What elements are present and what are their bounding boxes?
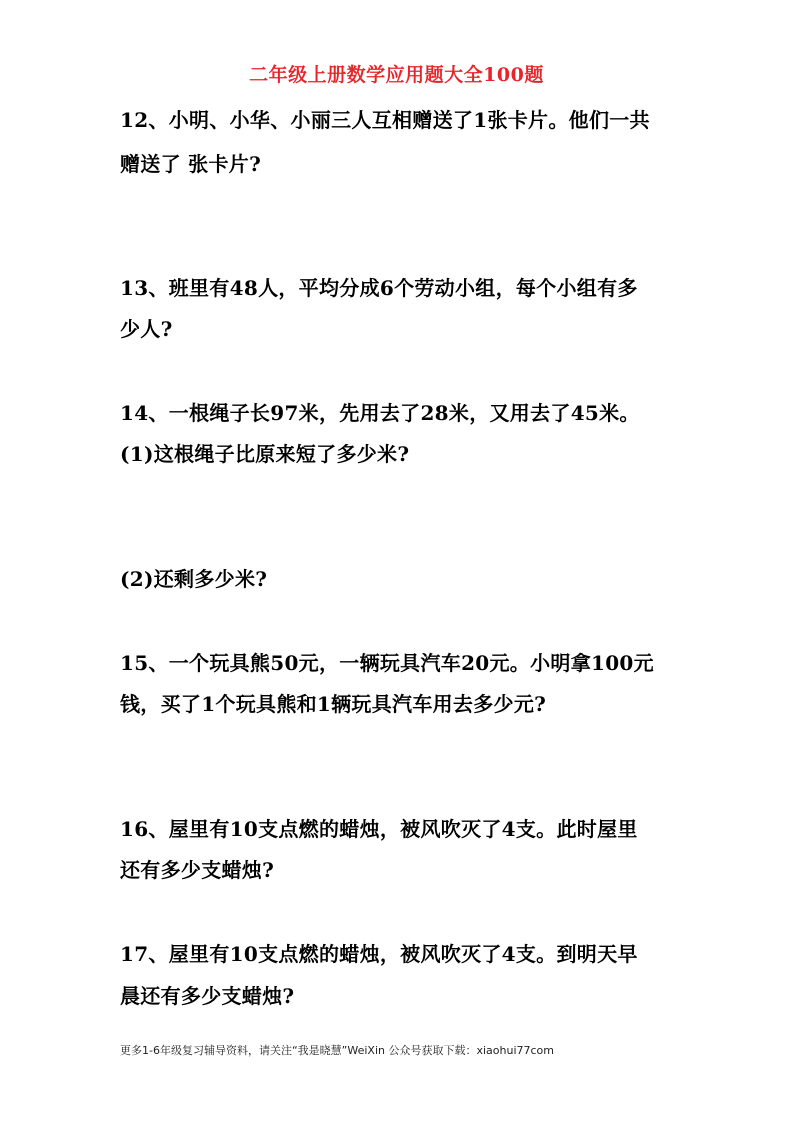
question-12-line-2: 赠送了 张卡片? xyxy=(120,152,262,176)
question-17-line-1: 17、屋里有10支点燃的蜡烛，被风吹灭了4支。到明天早 xyxy=(120,942,638,966)
footer-note: 更多1-6年级复习辅导资料，请关注“我是晓慧”WeiXin 公众号获取下载：xiaohui77com xyxy=(120,1044,555,1057)
question-14-part-1: (1)这根绳子比原来短了多少米? xyxy=(120,442,410,466)
page-title: 二年级上册数学应用题大全100题 xyxy=(249,64,544,86)
question-13-line-1: 13、班里有48人，平均分成6个劳动小组，每个小组有多 xyxy=(120,276,638,300)
question-13-line-2: 少人? xyxy=(120,317,173,341)
question-12-line-1: 12、小明、小华、小丽三人互相赠送了1张卡片。他们一共 xyxy=(120,108,650,132)
question-14-part-2: (2)还剩多少米? xyxy=(120,567,268,591)
question-15-line-1: 15、一个玩具熊50元，一辆玩具汽车20元。小明拿100元 xyxy=(120,651,654,675)
question-16-line-1: 16、屋里有10支点燃的蜡烛，被风吹灭了4支。此时屋里 xyxy=(120,817,638,841)
question-15-line-2: 钱，买了1个玩具熊和1辆玩具汽车用去多少元? xyxy=(120,692,547,716)
question-17-line-2: 晨还有多少支蜡烛? xyxy=(120,984,295,1008)
question-16-line-2: 还有多少支蜡烛? xyxy=(120,858,275,882)
question-14-line-1: 14、一根绳子长97米，先用去了28米，又用去了45米。 xyxy=(120,401,640,425)
